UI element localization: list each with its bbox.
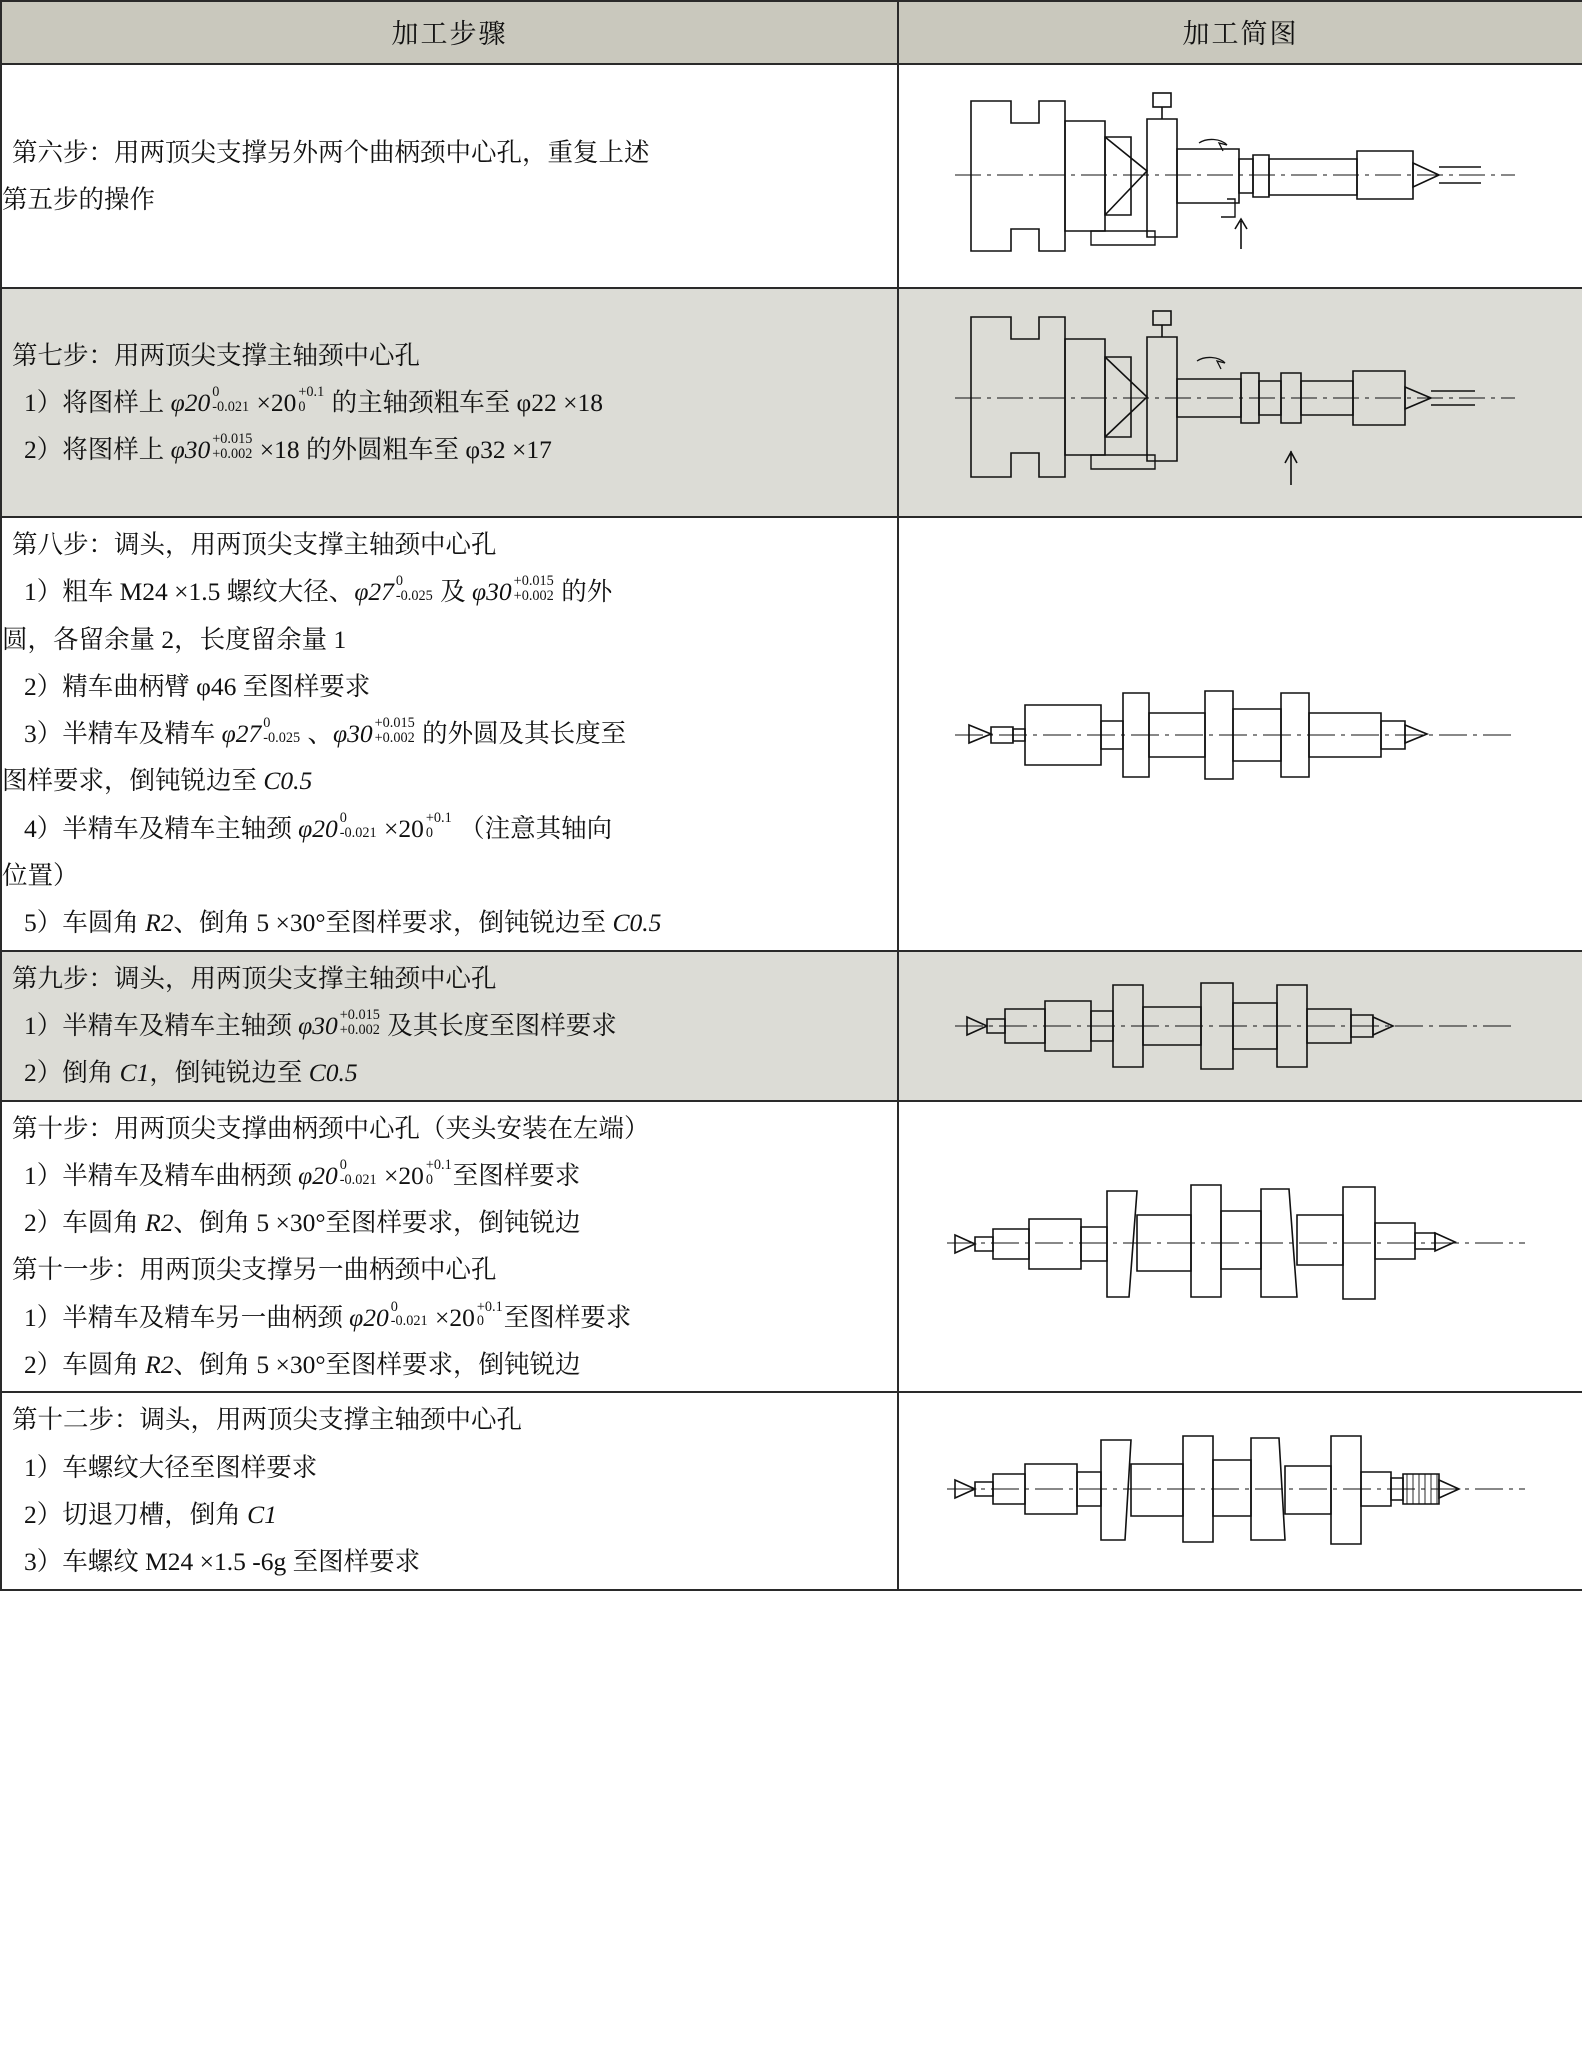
step-7-l3-b: ×18 的外圆粗车至 φ32 ×17 xyxy=(253,435,552,465)
step-7-l2-b: ×20 xyxy=(250,387,297,417)
step-9-line-2 xyxy=(2,1005,897,1046)
step-8-line-1: 第八步：调头，用两顶尖支撑主轴颈中心孔 xyxy=(12,530,497,559)
step-11-tol-len: +0.1 0 xyxy=(476,1298,503,1330)
step-9-l3-a: 2）倒角 xyxy=(24,1058,120,1088)
column-header-diagram: 加工简图 xyxy=(898,1,1582,64)
step-9-line-3 xyxy=(2,1052,897,1093)
step-9-tol-30: +0.015 +0.002 xyxy=(339,1006,380,1038)
step-11-line-2 xyxy=(2,1297,897,1338)
step-7-line-3 xyxy=(2,429,897,470)
step-9-figure-cell xyxy=(898,951,1582,1101)
step-11-l2-b: ×20 xyxy=(428,1302,475,1332)
step-7-tol-20-len: +0.1 0 xyxy=(298,383,325,415)
step-10-l3-b: 、倒角 5 ×30°至图样要求，倒钝锐边 xyxy=(173,1208,581,1238)
table-row-step-10-11 xyxy=(1,1101,1582,1393)
table-header-row xyxy=(1,1,1582,64)
step-8-l4-phi30: φ30 xyxy=(333,719,373,749)
figure-crankshaft-chuck-centers-1 xyxy=(899,65,1582,287)
step-8-l4-c05: C0.5 xyxy=(263,766,313,796)
step-12-figure-cell xyxy=(898,1392,1582,1589)
step-8-tol-27: 0 -0.025 xyxy=(395,573,433,605)
step-8-tol-30: +0.015 +0.002 xyxy=(513,573,554,605)
step-8-l6-c05: C0.5 xyxy=(612,908,662,938)
figure-crankshaft-threaded-end xyxy=(899,1420,1582,1562)
step-8-phi30: φ30 xyxy=(472,577,512,607)
step-7-text-cell xyxy=(1,288,898,517)
step-6-figure-cell xyxy=(898,64,1582,288)
column-header-steps: 加工步骤 xyxy=(1,1,898,64)
step-8-l5-a: 4）半精车及精车主轴颈 xyxy=(24,813,299,843)
step-9-l2-b: 及其长度至图样要求 xyxy=(380,1010,617,1040)
step-11-l2-a: 1）半精车及精车另一曲柄颈 xyxy=(24,1302,350,1332)
step-8-l6-a: 5）车圆角 xyxy=(24,908,146,938)
step-8-text-cell xyxy=(1,517,898,951)
step-8-phi27: φ27 xyxy=(354,577,394,607)
step-8-l5-b: ×20 xyxy=(377,813,424,843)
step-8-line-5 xyxy=(2,808,897,849)
step-8-l6-r2: R2 xyxy=(145,908,174,938)
step-7-line-2 xyxy=(2,382,897,423)
step-9-l3-b: ，倒钝锐边至 xyxy=(149,1058,309,1088)
step-6-line-1: 第六步：用两顶尖支撑另外两个曲柄颈中心孔，重复上述 xyxy=(12,137,650,167)
step-8-l4-d: 图样要求，倒钝锐边至 xyxy=(2,766,264,796)
step-7-tol-20: 0 -0.021 xyxy=(212,383,250,415)
step-8-l2-c: 的外 xyxy=(554,577,613,607)
step-7-tol-30: +0.015 +0.002 xyxy=(212,431,253,462)
step-11-l3-b: 、倒角 5 ×30°至图样要求，倒钝锐边 xyxy=(173,1350,581,1380)
step-11-phi20: φ20 xyxy=(349,1302,389,1332)
step-8-l4-b: 、 xyxy=(301,719,333,749)
step-8-l5-tol-20: 0 -0.021 xyxy=(339,809,377,841)
step-10-l3-a: 2）车圆角 xyxy=(24,1208,146,1238)
step-11-l3-a: 2）车圆角 xyxy=(24,1350,146,1380)
step-8-line-4 xyxy=(2,713,897,754)
step-7-l3-a: 2）将图样上 xyxy=(24,435,171,465)
step-11-r2: R2 xyxy=(145,1350,174,1380)
step-12-line-3 xyxy=(2,1494,897,1535)
table-row-step-12 xyxy=(1,1392,1582,1589)
step-9-phi30: φ30 xyxy=(298,1010,338,1040)
step-8-line-3: 2）精车曲柄臂 φ46 至图样要求 xyxy=(24,671,371,701)
step-8-l2-b: 及 xyxy=(433,577,473,607)
step-7-line-1: 第七步：用两顶尖支撑主轴颈中心孔 xyxy=(12,340,421,370)
figure-crankshaft-webs-offset xyxy=(899,1165,1582,1327)
step-11-line-1: 第十一步：用两顶尖支撑另一曲柄颈中心孔 xyxy=(12,1255,497,1285)
step-7-phi20: φ20 xyxy=(170,387,211,417)
step-8-l5-tol-len: +0.1 0 xyxy=(425,809,452,841)
step-8-line-6 xyxy=(2,902,897,943)
step-12-text-cell xyxy=(1,1392,898,1589)
figure-crankshaft-chuck-centers-2 xyxy=(899,289,1582,516)
step-12-l3-a: 2）切退刀槽，倒角 xyxy=(24,1499,248,1529)
step-7-figure-cell xyxy=(898,288,1582,517)
step-11-l2-c: 至图样要求 xyxy=(503,1302,632,1332)
step-7-l2-c: 的主轴颈粗车至 φ22 ×18 xyxy=(325,387,603,417)
step-6-text-cell xyxy=(1,64,898,288)
figure-shaft-stepped xyxy=(899,959,1582,1093)
step-10-l2-a: 1）半精车及精车曲柄颈 xyxy=(24,1160,299,1190)
step-11-line-3 xyxy=(2,1344,897,1385)
step-10-l2-b: ×20 xyxy=(377,1160,424,1190)
step-12-c1: C1 xyxy=(247,1499,277,1529)
step-8-l5-phi20: φ20 xyxy=(298,813,338,843)
step-10-11-figure-cell xyxy=(898,1101,1582,1393)
step-10-tol-len: +0.1 0 xyxy=(425,1156,452,1188)
step-8-line-4b xyxy=(2,760,897,801)
step-8-l4-c: 的外圆及其长度至 xyxy=(415,719,627,749)
step-9-c05: C0.5 xyxy=(308,1058,358,1088)
step-8-figure-cell xyxy=(898,517,1582,951)
step-9-text-cell xyxy=(1,951,898,1101)
step-8-l4-a: 3）半精车及精车 xyxy=(24,719,222,749)
step-9-l2-a: 1）半精车及精车主轴颈 xyxy=(24,1010,299,1040)
step-8-line-2 xyxy=(2,571,897,612)
step-10-phi20: φ20 xyxy=(298,1160,338,1190)
table-row-step-7 xyxy=(1,288,1582,517)
step-12-line-4: 3）车螺纹 M24 ×1.5 -6g 至图样要求 xyxy=(24,1547,421,1577)
step-6-line-2: 第五步的操作 xyxy=(2,185,156,214)
step-12-line-2: 1）车螺纹大径至图样要求 xyxy=(24,1452,318,1482)
step-10-11-text-cell xyxy=(1,1101,898,1393)
step-7-l2-a: 1）将图样上 xyxy=(24,387,171,417)
step-10-l2-c: 至图样要求 xyxy=(452,1160,581,1190)
step-10-line-2 xyxy=(2,1155,897,1196)
step-12-line-1: 第十二步：调头，用两顶尖支撑主轴颈中心孔 xyxy=(12,1405,523,1435)
table-row-step-9 xyxy=(1,951,1582,1101)
step-8-l2-a: 1）粗车 M24 ×1.5 螺纹大径、 xyxy=(24,577,355,607)
figure-shaft-two-webs xyxy=(899,663,1582,805)
step-10-r2: R2 xyxy=(145,1208,174,1238)
step-8-l4-tol-27: 0 -0.025 xyxy=(263,715,301,746)
step-8-line-2b: 圆，各留余量 2，长度留余量 1 xyxy=(2,624,347,654)
step-8-l4-phi27: φ27 xyxy=(221,719,262,749)
step-11-tol-20: 0 -0.021 xyxy=(390,1298,428,1330)
step-8-l6-b: 、倒角 5 ×30°至图样要求，倒钝锐边至 xyxy=(173,908,613,938)
step-8-line-5b: 位置） xyxy=(2,861,79,891)
step-10-line-1: 第十步：用两顶尖支撑曲柄颈中心孔（夹头安装在左端） xyxy=(12,1113,650,1143)
step-8-l4-tol-30: +0.015 +0.002 xyxy=(374,715,415,746)
step-10-line-3 xyxy=(2,1202,897,1243)
table-row-step-6 xyxy=(1,64,1582,288)
step-9-line-1: 第九步：调头，用两顶尖支撑主轴颈中心孔 xyxy=(12,963,497,993)
step-8-l5-c: （注意其轴向 xyxy=(452,813,613,843)
step-10-tol-20: 0 -0.021 xyxy=(339,1156,377,1188)
table-row-step-8 xyxy=(1,517,1582,951)
step-7-phi30: φ30 xyxy=(170,435,211,465)
step-9-c1: C1 xyxy=(119,1058,150,1088)
